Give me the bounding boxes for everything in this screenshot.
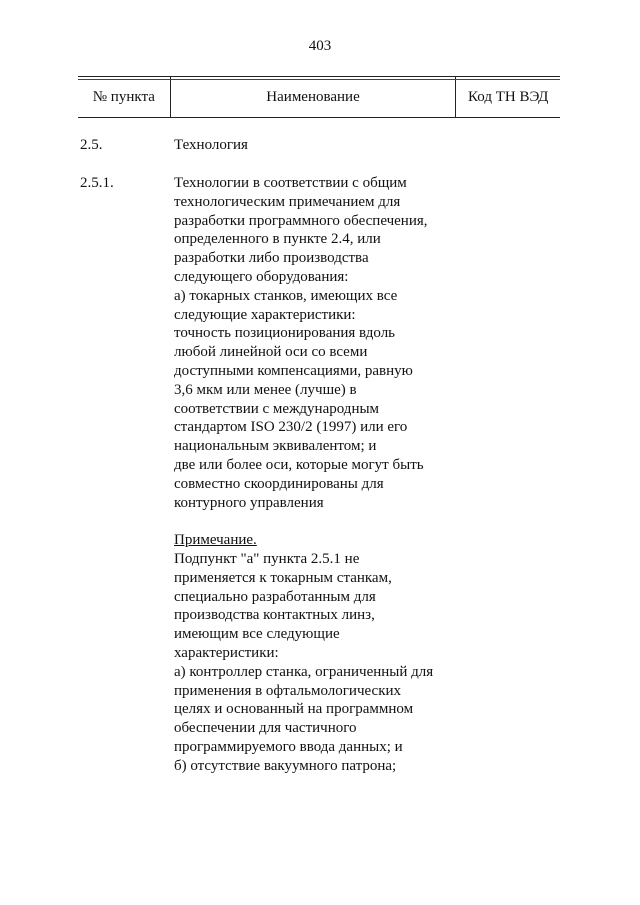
item-text: [174, 174, 474, 776]
note-line: специально разработанным для: [174, 588, 376, 605]
item-line: две или более оси, которые могут быть: [174, 456, 424, 473]
item-line: следующие характеристики:: [174, 306, 356, 323]
item-line: технологическим примечанием для: [174, 193, 401, 210]
note-line: характеристики:: [174, 644, 279, 661]
note-line: обеспечении для частичного: [174, 720, 357, 737]
note-line: производства контактных линз,: [174, 607, 375, 624]
item-text: [174, 136, 474, 155]
item-line: Технология: [174, 137, 248, 153]
header-item-number: № пункта: [92, 88, 155, 105]
item-number: 2.5.: [80, 137, 103, 153]
note-line: применяется к токарным станкам,: [174, 569, 392, 586]
note-title: Примечание.: [174, 532, 257, 549]
note-line: программируемого ввода данных; и: [174, 738, 403, 755]
item-line: точность позиционирования вдоль: [174, 325, 396, 342]
item-line: совместно скоординированы для: [174, 475, 384, 492]
item-line: доступными компенсациями, равную: [174, 362, 413, 379]
item-line: 3,6 мкм или менее (лучше) в: [174, 381, 357, 398]
header-code: Код ТН ВЭД: [455, 77, 560, 117]
note-line: целях и основанный на программном: [174, 701, 414, 718]
item-line: соответствии с международным: [174, 400, 380, 417]
item-line: разработки либо производства: [174, 250, 369, 267]
item-line: следующего оборудования:: [174, 268, 349, 285]
note-line: применения в офтальмологических: [174, 682, 402, 699]
table-header: [78, 76, 560, 118]
item-line: стандартом ISO 230/2 (1997) или его: [174, 419, 408, 436]
paragraph-gap: [174, 512, 474, 531]
item-line: определенного в пункте 2.4, или: [174, 231, 381, 248]
note-line: а) контроллер станка, ограниченный для: [174, 663, 434, 680]
item-line: а) токарных станков, имеющих все: [174, 287, 398, 304]
item-line: национальным эквивалентом; и: [174, 438, 377, 455]
item-number: 2.5.1.: [80, 175, 114, 191]
header-name: Наименование: [170, 77, 456, 117]
item-line: контурного управления: [174, 494, 324, 511]
note-line: имеющим все следующие: [174, 626, 340, 643]
item-line: Технологии в соответствии с общим: [174, 175, 407, 191]
item-line: любой линейной оси со всеми: [174, 344, 368, 361]
note-line: Подпункт "а" пункта 2.5.1 не: [174, 550, 360, 567]
item-line: разработки программного обеспечения,: [174, 212, 428, 229]
page-number: 403: [308, 38, 332, 54]
note-line: б) отсутствие вакуумного патрона;: [174, 757, 397, 774]
